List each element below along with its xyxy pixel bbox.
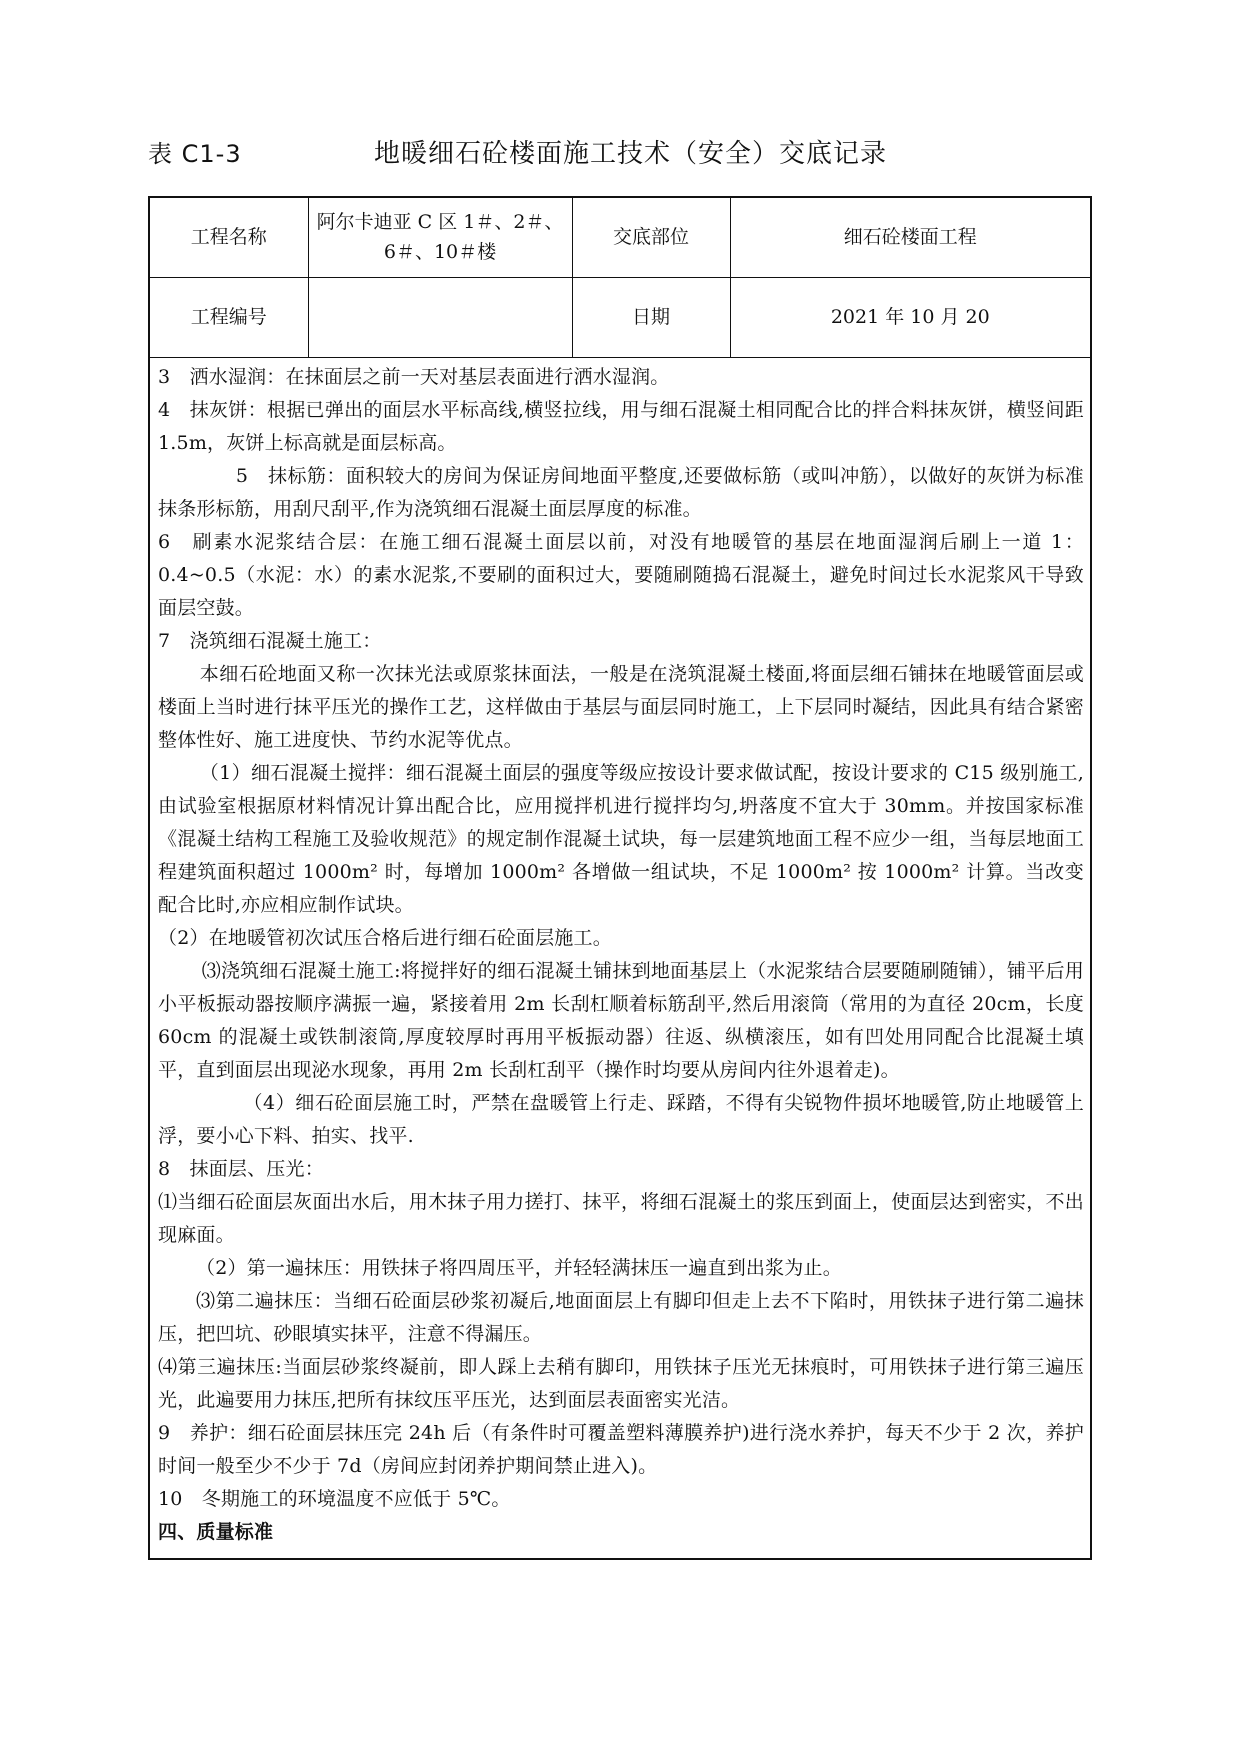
paragraph-press-3: ⑶第二遍抹压：当细石砼面层砂浆初凝后,地面面层上有脚印但走上去不下陷时，用铁抹子进行第二遍抹压，把凹坑、砂眼填实抹平，注意不得漏压。 [158, 1290, 1084, 1345]
project-number-label: 工程编号 [150, 277, 308, 357]
paragraph-item-7: 7 浇筑细石混凝土施工： [158, 630, 382, 652]
project-number-value [308, 277, 572, 357]
paragraph-sub-3: ⑶浇筑细石混凝土施工:将搅拌好的细石混凝土铺抹到地面基层上（水泥浆结合层要随刷随铺），铺平后用小平板振动器按顺序满振一遍，紧接着用 2m 长刮杠顺着标筋刮平,然后用滚筒（常用的为直径 20cm，长度 60cm 的混凝土或铁制滚筒,厚度较厚时再用平板振动器）往返、纵横滚压，如有凹处用同配合比混凝土填平，直到面层出现泌水现象，再用 2m 长刮杠刮平（操作时均要从房间内往外退着走)。 [158, 960, 1084, 1081]
project-name-label: 工程名称 [150, 198, 308, 277]
project-name-value: 阿尔卡迪亚 C 区 1＃、2＃、6＃、10＃楼 [308, 198, 572, 277]
paragraph-press-1: ⑴当细石砼面层灰面出水后，用木抹子用力搓打、抹平，将细石混凝土的浆压到面上，使面层达到密实，不出现麻面。 [158, 1191, 1084, 1246]
info-table [150, 198, 1090, 358]
paragraph-item-5: 5 抹标筋：面积较大的房间为保证房间地面平整度,还要做标筋（或叫冲筋），以做好的灰饼为标准抹条形标筋，用刮尺刮平,作为浇筑细石混凝土面层厚度的标准。 [158, 465, 1084, 520]
paragraph-intro: 本细石砼地面又称一次抹光法或原浆抹面法，一般是在浇筑混凝土楼面,将面层细石铺抹在地暖管面层或楼面上当时进行抹平压光的操作工艺，这样做由于基层与面层同时施工，上下层同时凝结，因此具有结合紧密整体性好、施工进度快、节约水泥等优点。 [158, 663, 1084, 751]
paragraph-press-2: （2）第一遍抹压：用铁抹子将四周压平，并轻轻满抹压一遍直到出浆为止。 [196, 1257, 842, 1279]
paragraph-sub-2: （2）在地暖管初次试压合格后进行细石砼面层施工。 [158, 927, 612, 949]
page-title: 地暖细石砼楼面施工技术（安全）交底记录 [374, 139, 888, 169]
paragraph-item-3: 3 洒水湿润：在抹面层之前一天对基层表面进行洒水湿润。 [158, 366, 670, 388]
disclosure-part-value: 细石砼楼面工程 [730, 198, 1090, 277]
disclosure-part-label: 交底部位 [572, 198, 730, 277]
paragraph-item-10: 10 冬期施工的环境温度不应低于 5℃。 [158, 1488, 511, 1510]
table-row [150, 277, 1090, 357]
form-code: 表 C1-3 [148, 140, 242, 168]
date-value: 2021 年 10 月 20 [730, 277, 1090, 357]
record-frame [148, 196, 1092, 1560]
page-header [148, 136, 1098, 176]
date-label: 日期 [572, 277, 730, 357]
paragraph-press-4: ⑷第三遍抹压:当面层砂浆终凝前，即人踩上去稍有脚印，用铁抹子压光无抹痕时，可用铁抹子进行第三遍压光，此遍要用力抹压,把所有抹纹压平压光，达到面层表面密实光洁。 [158, 1356, 1084, 1411]
paragraph-item-8: 8 抹面层、压光： [158, 1158, 324, 1180]
paragraph-item-4: 4 抹灰饼：根据已弹出的面层水平标高线,横竖拉线，用与细石混凝土相同配合比的拌合料抹灰饼，横竖间距 1.5m，灰饼上标高就是面层标高。 [158, 399, 1084, 454]
section-heading: 四、质量标准 [158, 1521, 274, 1543]
paragraph-item-6: 6 刷素水泥浆结合层：在施工细石混凝土面层以前，对没有地暖管的基层在地面湿润后刷上一道 1：0.4~0.5（水泥：水）的素水泥浆,不要刷的面积过大，要随刷随捣石混凝土，避免时间过长水泥浆风干导致面层空鼓。 [158, 531, 1084, 619]
disclosure-content [158, 361, 1084, 1549]
paragraph-sub-1: （1）细石混凝土搅拌：细石混凝土面层的强度等级应按设计要求做试配，按设计要求的 C15 级别施工,由试验室根据原材料情况计算出配合比，应用搅拌机进行搅拌均匀,坍落度不宜大于 30mm。并按国家标准《混凝土结构工程施工及验收规范》的规定制作混凝土试块，每一层建筑地面工程不应少一组，当每层地面工程建筑面积超过 1000m² 时，每增加 1000m² 各增做一组试块，不足 1000m² 按 1000m² 计算。当改变配合比时,亦应相应制作试块。 [158, 762, 1084, 916]
paragraph-item-9: 9 养护：细石砼面层抹压完 24h 后（有条件时可覆盖塑料薄膜养护)进行浇水养护，每天不少于 2 次，养护时间一般至少不少于 7d（房间应封闭养护期间禁止进入)。 [158, 1422, 1084, 1477]
paragraph-sub-4: （4）细石砼面层施工时，严禁在盘暖管上行走、踩踏，不得有尖锐物件损坏地暖管,防止地暖管上浮，要小心下料、拍实、找平. [158, 1092, 1084, 1147]
table-row [150, 198, 1090, 277]
